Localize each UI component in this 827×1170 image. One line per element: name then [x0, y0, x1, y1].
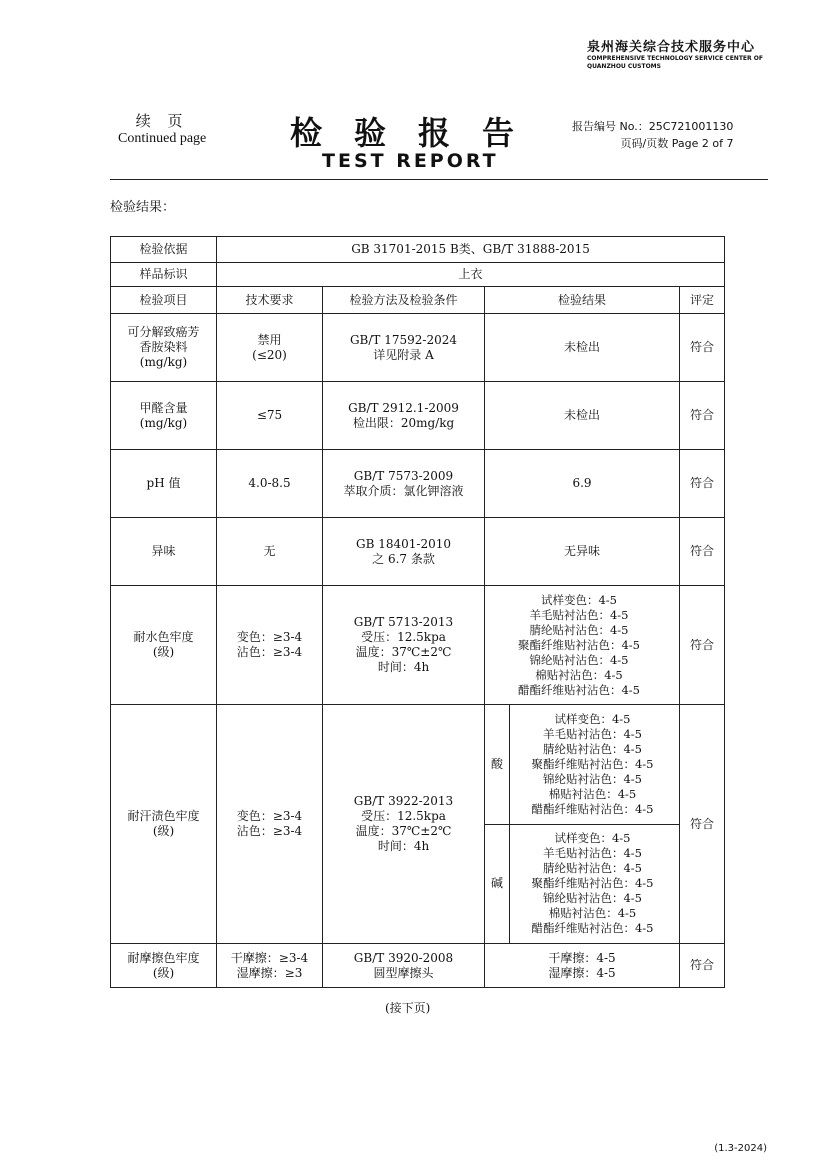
verdict-cell: 符合	[680, 382, 725, 450]
result-cell: 干摩擦：4-5 湿摩擦：4-5	[485, 944, 680, 988]
verdict-cell: 符合	[680, 705, 725, 944]
item-cell: 甲醛含量 (mg/kg)	[111, 382, 217, 450]
requirement-cell: 4.0-8.5	[217, 450, 323, 518]
method-cell: GB/T 5713-2013 受压：12.5kpa 温度：37℃±2℃ 时间：4h	[323, 586, 485, 705]
method-cell: GB/T 2912.1-2009 检出限：20mg/kg	[323, 382, 485, 450]
alkali-results: 试样变色：4-5 羊毛贴衬沾色：4-5 腈纶贴衬沾色：4-5 聚酯纤维贴衬沾色：4-5 锦纶贴衬沾色：4-5 棉贴衬沾色：4-5 醋酯纤维贴衬沾色：4-5	[531, 831, 654, 936]
continued-below: (接下页)	[385, 1001, 431, 1015]
basis-value: GB 31701-2015 B类、GB/T 31888-2015	[217, 237, 725, 263]
header-verdict: 评定	[680, 287, 725, 314]
footer-code: (1.3-2024)	[714, 1143, 767, 1154]
header-method: 检验方法及检验条件	[323, 287, 485, 314]
result-cell: 无异味	[485, 518, 680, 586]
item-cell: 耐摩擦色牢度 (级)	[111, 944, 217, 988]
continued-en: Continued page	[118, 131, 207, 146]
method-cell: GB/T 17592-2024 详见附录 A	[323, 314, 485, 382]
requirement-cell: 干摩擦：≥3-4 湿摩擦：≥3	[217, 944, 323, 988]
title-en: TEST REPORT	[322, 150, 499, 172]
test-results-table	[110, 236, 725, 988]
organization-header	[587, 36, 767, 71]
item-cell: 异味	[111, 518, 217, 586]
item-cell: 耐汗渍色牢度 (级)	[111, 705, 217, 944]
continued-page-label	[118, 112, 206, 148]
method-cell: GB/T 3922-2013 受压：12.5kpa 温度：37℃±2℃ 时间：4h	[323, 705, 485, 944]
item-cell: pH 值	[111, 450, 217, 518]
org-name-cn: 泉州海关综合技术服务中心	[587, 40, 756, 55]
org-name-en: COMPREHENSIVE TECHNOLOGY SERVICE CENTER OF QUANZHOU CUSTOMS	[587, 55, 763, 70]
continued-cn: 续 页	[135, 112, 189, 130]
header-row	[111, 287, 725, 314]
header-requirement: 技术要求	[217, 287, 323, 314]
table-row	[111, 944, 725, 988]
item-cell: 耐水色牢度 (级)	[111, 586, 217, 705]
requirement-cell: ≤75	[217, 382, 323, 450]
header-divider	[110, 179, 768, 180]
method-cell: GB/T 7573-2009 萃取介质：氯化钾溶液	[323, 450, 485, 518]
table-row	[111, 382, 725, 450]
requirement-cell: 变色：≥3-4 沾色：≥3-4	[217, 586, 323, 705]
basis-label: 检验依据	[111, 237, 217, 263]
page-info: 页码/页数 Page 2 of 7	[620, 137, 734, 150]
report-meta	[572, 118, 733, 152]
result-cell: 6.9	[485, 450, 680, 518]
verdict-cell: 符合	[680, 586, 725, 705]
verdict-cell: 符合	[680, 518, 725, 586]
alkali-label: 碱	[485, 824, 510, 943]
sweat-subtable	[485, 705, 679, 943]
sample-value: 上衣	[217, 263, 725, 287]
red-stamp-fragment	[783, 800, 813, 950]
result-cell	[485, 705, 680, 944]
header-result: 检验结果	[485, 287, 680, 314]
requirement-cell: 无	[217, 518, 323, 586]
result-cell: 未检出	[485, 382, 680, 450]
result-cell: 未检出	[485, 314, 680, 382]
table-row	[111, 705, 725, 944]
title-cn: 检验报告	[290, 114, 547, 152]
table-row	[111, 518, 725, 586]
header-item: 检验项目	[111, 287, 217, 314]
result-cell: 试样变色：4-5 羊毛贴衬沾色：4-5 腈纶贴衬沾色：4-5 聚酯纤维贴衬沾色：4-5 锦纶贴衬沾色：4-5 棉贴衬沾色：4-5 醋酯纤维贴衬沾色：4-5	[485, 586, 680, 705]
requirement-cell: 禁用 (≤20)	[217, 314, 323, 382]
method-cell: GB 18401-2010 之 6.7 条款	[323, 518, 485, 586]
results-label: 检验结果：	[110, 200, 176, 215]
item-cell: 可分解致癌芳 香胺染料 (mg/kg)	[111, 314, 217, 382]
verdict-cell: 符合	[680, 944, 725, 988]
method-cell: GB/T 3920-2008 圆型摩擦头	[323, 944, 485, 988]
acid-results: 试样变色：4-5 羊毛贴衬沾色：4-5 腈纶贴衬沾色：4-5 聚酯纤维贴衬沾色：4-5 锦纶贴衬沾色：4-5 棉贴衬沾色：4-5 醋酯纤维贴衬沾色：4-5	[510, 705, 680, 824]
table-row	[111, 450, 725, 518]
sample-label: 样品标识	[111, 263, 217, 287]
table-row	[111, 586, 725, 705]
acid-label: 酸	[485, 705, 510, 824]
report-number: 报告编号 No.：25C721001130	[572, 120, 734, 133]
table-row	[111, 314, 725, 382]
verdict-cell: 符合	[680, 450, 725, 518]
requirement-cell: 变色：≥3-4 沾色：≥3-4	[217, 705, 323, 944]
verdict-cell: 符合	[680, 314, 725, 382]
